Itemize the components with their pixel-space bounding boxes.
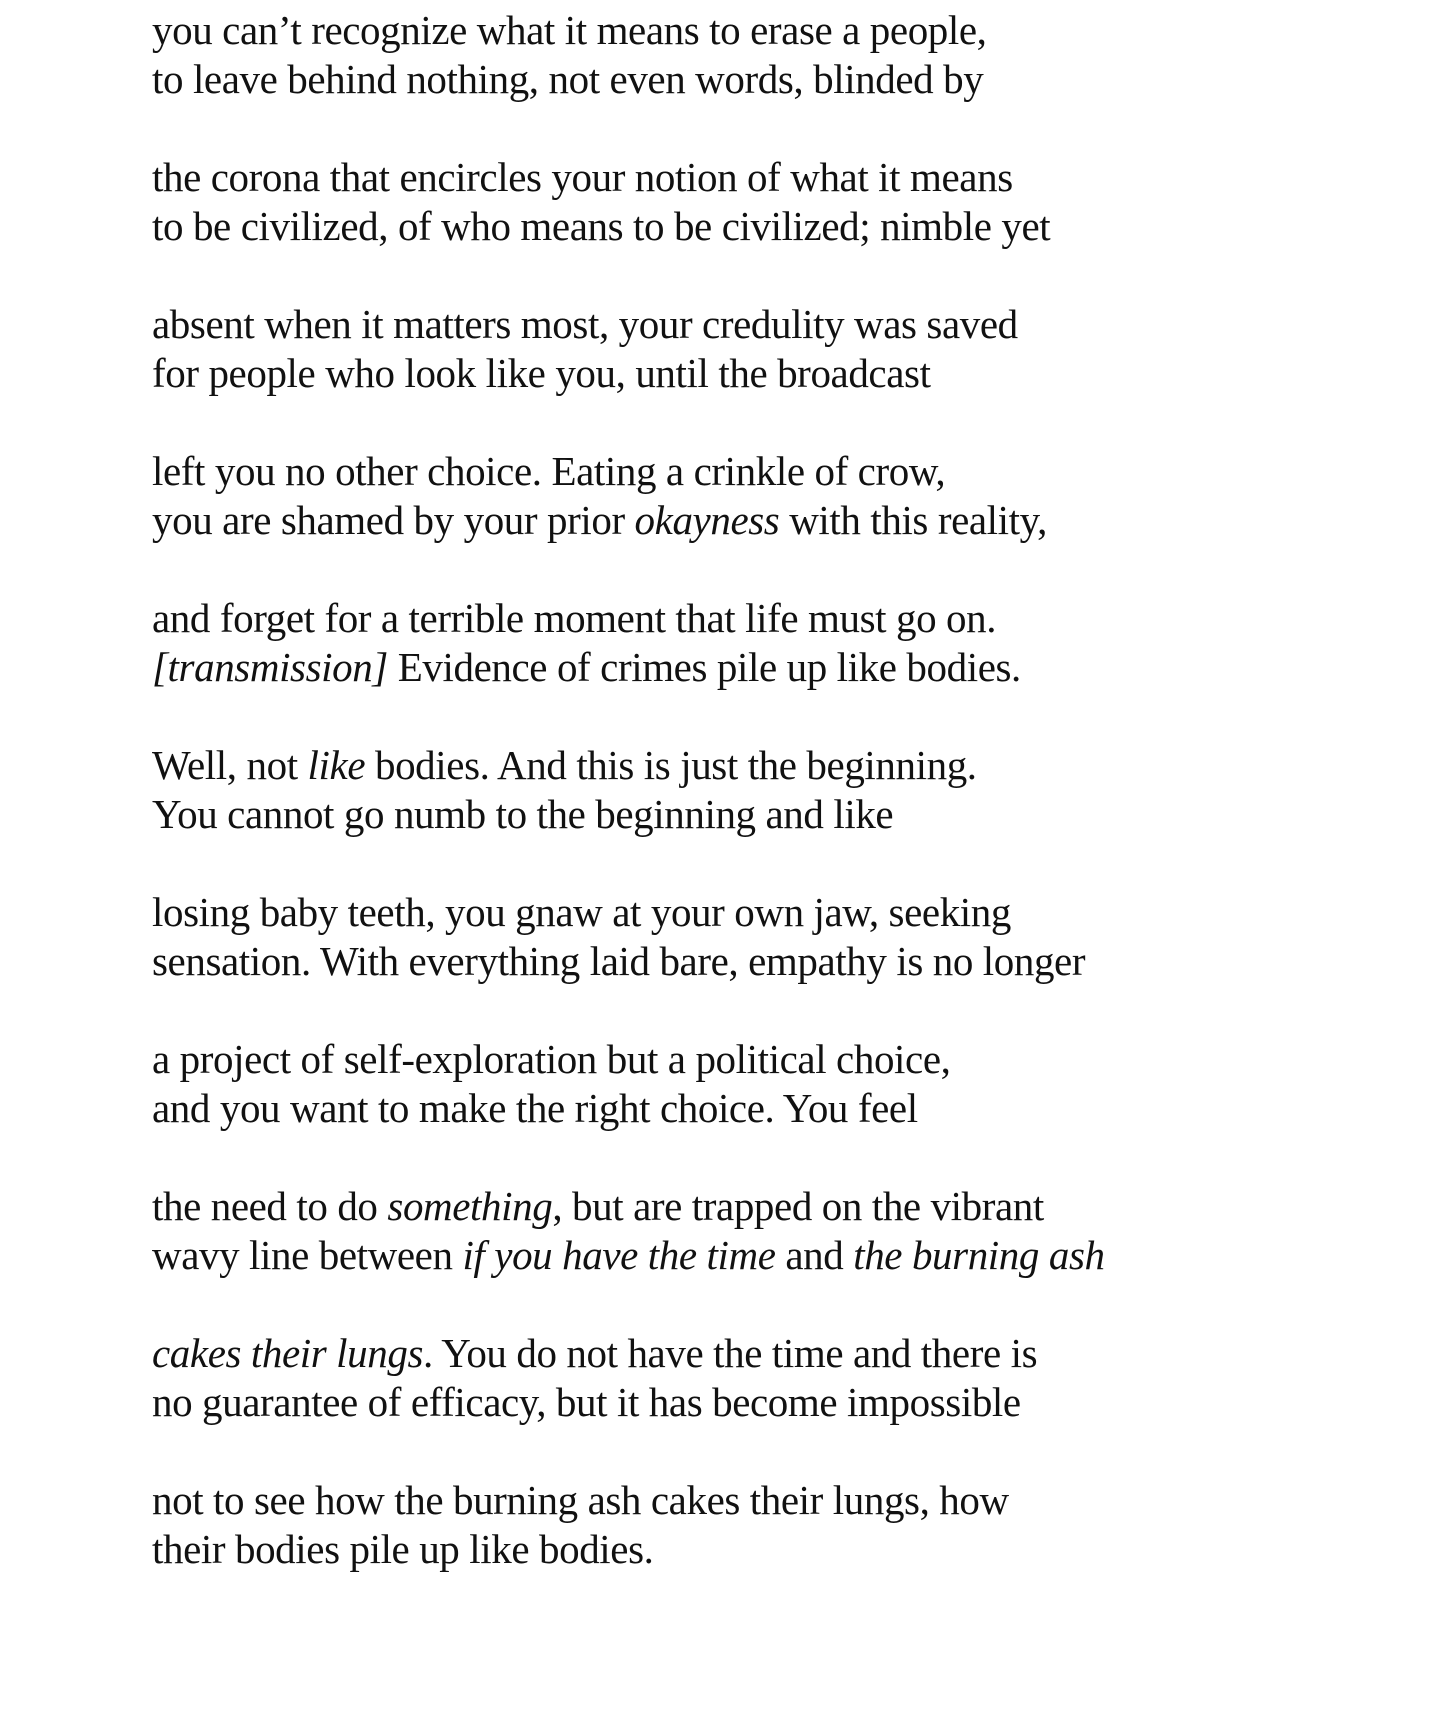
poem-line	[152, 1231, 1352, 1280]
poem-line	[152, 790, 1352, 839]
poem-line	[152, 741, 1352, 790]
poem-line	[152, 937, 1352, 986]
line-text: , but are trapped on the vibrant	[552, 1183, 1044, 1229]
line-text: and	[775, 1232, 854, 1278]
poem-stanza	[152, 1035, 1352, 1133]
italic-text: if you have the time	[462, 1232, 776, 1278]
line-text: left you no other choice. Eating a crinkle of crow,	[152, 448, 946, 494]
poem-line	[152, 1084, 1352, 1133]
italic-text: okayness	[634, 497, 780, 543]
line-text: with this reality,	[779, 497, 1047, 543]
line-text: a project of self-exploration but a political choice,	[152, 1036, 951, 1082]
italic-text: the burning ash	[853, 1232, 1105, 1278]
line-text: you are shamed by your prior	[152, 497, 635, 543]
poem-line	[152, 594, 1352, 643]
line-text: absent when it matters most, your credulity was saved	[152, 301, 1018, 347]
poem-line	[152, 55, 1352, 104]
line-text: Well, not	[152, 742, 308, 788]
poem-stanza	[152, 888, 1352, 986]
poem-line	[152, 643, 1352, 692]
italic-text: cakes their lungs	[152, 1330, 424, 1376]
line-text: and forget for a terrible moment that life must go on.	[152, 595, 997, 641]
italic-text: [transmission]	[152, 644, 388, 690]
poem-line	[152, 1476, 1352, 1525]
poem-line	[152, 6, 1352, 55]
line-text: sensation. With everything laid bare, empathy is no longer	[152, 938, 1086, 984]
poem-line	[152, 1182, 1352, 1231]
poem-line	[152, 1035, 1352, 1084]
poem-stanza	[152, 447, 1352, 545]
poem-stanza	[152, 153, 1352, 251]
poem-line	[152, 202, 1352, 251]
poem-line	[152, 1329, 1352, 1378]
italic-text: something	[387, 1183, 553, 1229]
line-text: You cannot go numb to the beginning and like	[152, 791, 894, 837]
poem-stanza	[152, 6, 1352, 104]
poem-body	[152, 6, 1352, 1623]
line-text: bodies. And this is just the beginning.	[365, 742, 977, 788]
poem-line	[152, 349, 1352, 398]
poem-stanza	[152, 1476, 1352, 1574]
poem-stanza	[152, 594, 1352, 692]
poem-stanza	[152, 741, 1352, 839]
poem-line	[152, 1378, 1352, 1427]
line-text: for people who look like you, until the broadcast	[152, 350, 931, 396]
italic-text: like	[307, 742, 366, 788]
line-text: the corona that encircles your notion of what it means	[152, 154, 1013, 200]
line-text: . You do not have the time and there is	[423, 1330, 1038, 1376]
line-text: their bodies pile up like bodies.	[152, 1526, 654, 1572]
poem-stanza	[152, 300, 1352, 398]
poem-line	[152, 300, 1352, 349]
line-text: to leave behind nothing, not even words, blinded by	[152, 56, 984, 102]
line-text: not to see how the burning ash cakes their lungs, how	[152, 1477, 1009, 1523]
line-text: wavy line between	[152, 1232, 463, 1278]
line-text: Evidence of crimes pile up like bodies.	[387, 644, 1021, 690]
line-text: the need to do	[152, 1183, 388, 1229]
poem-stanza	[152, 1182, 1352, 1280]
poem-stanza	[152, 1329, 1352, 1427]
line-text: and you want to make the right choice. You feel	[152, 1085, 918, 1131]
poem-line	[152, 1525, 1352, 1574]
poem-line	[152, 888, 1352, 937]
poem-line	[152, 153, 1352, 202]
line-text: to be civilized, of who means to be civilized; nimble yet	[152, 203, 1051, 249]
line-text: no guarantee of efficacy, but it has become impossible	[152, 1379, 1021, 1425]
poem-line	[152, 496, 1352, 545]
line-text: you can’t recognize what it means to erase a people,	[152, 7, 987, 53]
line-text: losing baby teeth, you gnaw at your own jaw, seeking	[152, 889, 1011, 935]
poem-line	[152, 447, 1352, 496]
